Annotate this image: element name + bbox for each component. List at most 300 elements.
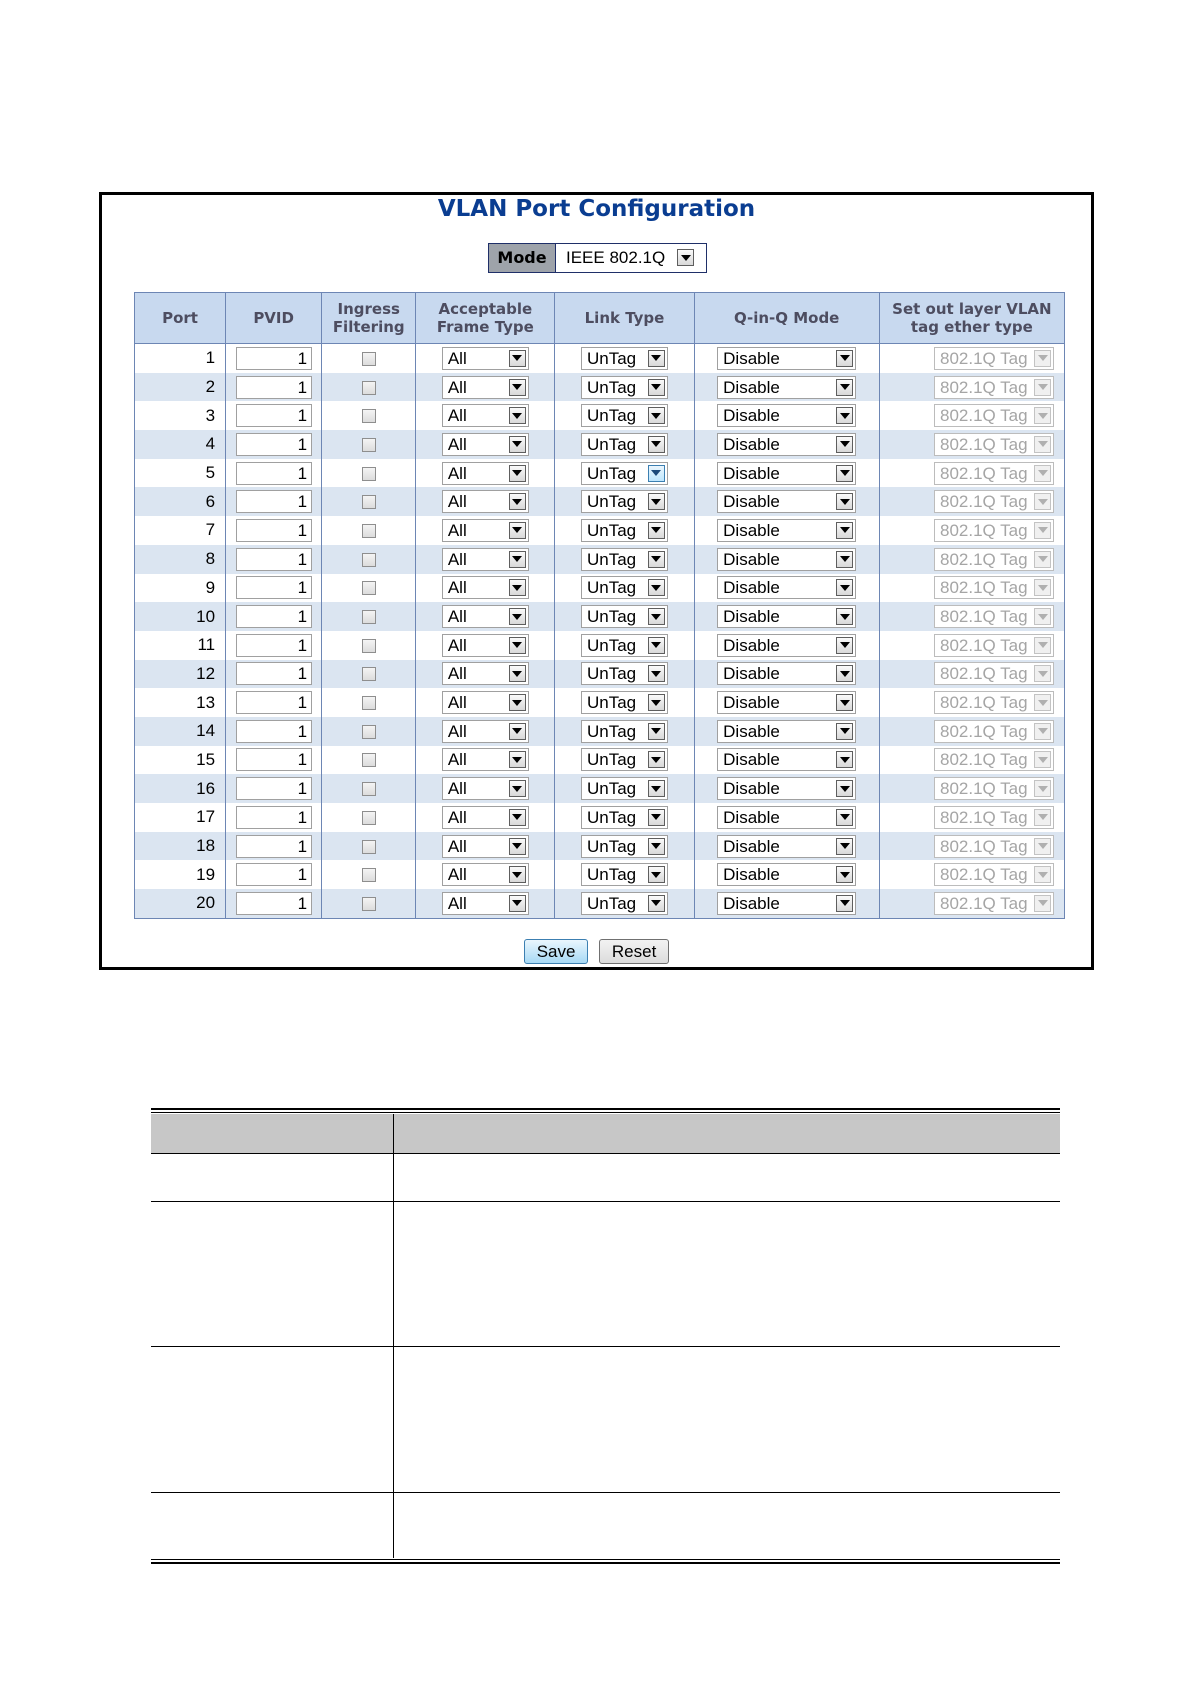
chevron-down-icon[interactable] (648, 751, 665, 768)
link-type-select[interactable] (581, 548, 668, 571)
chevron-down-icon[interactable] (836, 895, 853, 912)
link-type-select[interactable] (581, 376, 668, 399)
frame-type-select[interactable] (442, 777, 529, 800)
port-cell: 3 (135, 401, 226, 430)
chevron-down-icon[interactable] (648, 379, 665, 396)
qinq-mode-select[interactable] (717, 462, 856, 485)
chevron-down-icon[interactable] (648, 350, 665, 367)
qinq-mode-select[interactable] (717, 576, 856, 599)
tag-ether-type-value: 802.1Q Tag (940, 779, 1028, 799)
frame-type-select[interactable] (442, 605, 529, 628)
ingress-cell (322, 344, 416, 373)
frame-type-select[interactable] (442, 347, 529, 370)
tag-ether-type-value: 802.1Q Tag (940, 664, 1028, 684)
qinq-mode-select[interactable] (717, 806, 856, 829)
qinq-mode-select[interactable] (717, 605, 856, 628)
chevron-down-icon[interactable] (648, 723, 665, 740)
frame-type-select[interactable] (442, 490, 529, 513)
chevron-down-icon[interactable] (836, 551, 853, 568)
pvid-input[interactable]: 1 (236, 806, 312, 829)
tag-ether-type-value: 802.1Q Tag (940, 377, 1028, 397)
col-link-type: Link Type (555, 293, 694, 344)
pvid-input[interactable]: 1 (236, 892, 312, 915)
link-type-value: UnTag (586, 549, 637, 569)
frame-type-value: All (447, 750, 467, 770)
chevron-down-icon[interactable] (836, 522, 853, 539)
port-cell: 13 (135, 688, 226, 717)
chevron-down-icon[interactable] (648, 637, 665, 654)
chevron-down-icon[interactable] (509, 809, 526, 826)
pvid-input[interactable]: 1 (236, 347, 312, 370)
chevron-down-icon[interactable] (648, 838, 665, 855)
frame-type-select[interactable] (442, 634, 529, 657)
chevron-down-icon[interactable] (836, 780, 853, 797)
qinq-mode-select[interactable] (717, 347, 856, 370)
frame-cell (416, 889, 555, 918)
ingress-filtering-checkbox[interactable] (362, 553, 376, 567)
qinq-mode-select[interactable] (717, 433, 856, 456)
table-row (135, 717, 1065, 746)
table-row (135, 832, 1065, 861)
frame-type-value: All (447, 807, 467, 827)
tag-ether-type-select (934, 720, 1054, 743)
chevron-down-icon[interactable] (648, 665, 665, 682)
chevron-down-icon[interactable] (509, 579, 526, 596)
top-rule-thin (151, 1112, 1060, 1113)
mode-select[interactable] (556, 244, 706, 272)
pvid-input[interactable]: 1 (236, 634, 312, 657)
ingress-filtering-checkbox[interactable] (362, 381, 376, 395)
link-type-value: UnTag (586, 520, 637, 540)
pvid-cell (226, 688, 322, 717)
ingress-filtering-checkbox[interactable] (362, 753, 376, 767)
frame-type-value: All (447, 520, 467, 540)
link-type-select[interactable] (581, 404, 668, 427)
ingress-filtering-checkbox[interactable] (362, 667, 376, 681)
link-cell (555, 401, 694, 430)
pvid-input[interactable]: 1 (236, 863, 312, 886)
tag-ether-type-value: 802.1Q Tag (940, 836, 1028, 856)
pvid-cell (226, 373, 322, 402)
frame-type-select[interactable] (442, 892, 529, 915)
link-type-value: UnTag (586, 836, 637, 856)
qinq-mode-value: Disable (723, 750, 780, 770)
frame-cell (416, 516, 555, 545)
pvid-cell (226, 545, 322, 574)
qinq-cell (694, 344, 879, 373)
qinq-mode-value: Disable (723, 807, 780, 827)
chevron-down-icon[interactable] (836, 838, 853, 855)
chevron-down-icon[interactable] (836, 723, 853, 740)
qinq-mode-value: Disable (723, 721, 780, 741)
ingress-filtering-checkbox[interactable] (362, 409, 376, 423)
col-pvid: PVID (226, 293, 322, 344)
tag-cell (879, 660, 1064, 689)
frame-type-select[interactable] (442, 376, 529, 399)
ingress-filtering-checkbox[interactable] (362, 840, 376, 854)
tag-ether-type-select (934, 892, 1054, 915)
chevron-down-icon[interactable] (509, 637, 526, 654)
tag-cell (879, 889, 1064, 918)
chevron-down-icon[interactable] (509, 665, 526, 682)
pvid-cell (226, 401, 322, 430)
tag-ether-type-value: 802.1Q Tag (940, 406, 1028, 426)
port-cell: 18 (135, 832, 226, 861)
chevron-down-icon[interactable] (648, 895, 665, 912)
pvid-cell (226, 660, 322, 689)
pvid-input[interactable]: 1 (236, 376, 312, 399)
link-type-select[interactable] (581, 576, 668, 599)
pvid-input[interactable]: 1 (236, 835, 312, 858)
link-type-value: UnTag (586, 865, 637, 885)
tag-ether-type-select (934, 347, 1054, 370)
ingress-filtering-checkbox[interactable] (362, 696, 376, 710)
chevron-down-icon[interactable] (836, 809, 853, 826)
pvid-input[interactable]: 1 (236, 605, 312, 628)
chevron-down-icon[interactable] (836, 694, 853, 711)
chevron-down-icon (1034, 493, 1051, 510)
table-row (135, 344, 1065, 373)
link-type-select[interactable] (581, 691, 668, 714)
chevron-down-icon[interactable] (509, 465, 526, 482)
qinq-mode-select[interactable] (717, 777, 856, 800)
chevron-down-icon[interactable] (509, 751, 526, 768)
qinq-mode-select[interactable] (717, 892, 856, 915)
link-type-select[interactable] (581, 347, 668, 370)
qinq-mode-select[interactable] (717, 720, 856, 743)
chevron-down-icon[interactable] (509, 522, 526, 539)
frame-type-select[interactable] (442, 433, 529, 456)
qinq-mode-select[interactable] (717, 662, 856, 685)
frame-type-select[interactable] (442, 662, 529, 685)
save-button[interactable]: Save (524, 939, 589, 964)
qinq-mode-select[interactable] (717, 748, 856, 771)
ingress-cell (322, 774, 416, 803)
link-type-select[interactable] (581, 863, 668, 886)
frame-type-value: All (447, 721, 467, 741)
qinq-cell (694, 602, 879, 631)
link-type-select[interactable] (581, 605, 668, 628)
chevron-down-icon (1034, 895, 1051, 912)
ingress-filtering-checkbox[interactable] (362, 639, 376, 653)
ingress-filtering-checkbox[interactable] (362, 524, 376, 538)
tag-cell (879, 860, 1064, 889)
link-type-select[interactable] (581, 490, 668, 513)
chevron-down-icon[interactable] (509, 895, 526, 912)
qinq-mode-value: Disable (723, 434, 780, 454)
chevron-down-icon[interactable] (836, 379, 853, 396)
port-cell: 6 (135, 487, 226, 516)
ingress-filtering-checkbox[interactable] (362, 897, 376, 911)
ingress-cell (322, 430, 416, 459)
ingress-filtering-checkbox[interactable] (362, 352, 376, 366)
chevron-down-icon[interactable] (509, 694, 526, 711)
link-type-select[interactable] (581, 748, 668, 771)
ingress-cell (322, 574, 416, 603)
link-type-select[interactable] (581, 462, 668, 485)
ingress-filtering-checkbox[interactable] (362, 725, 376, 739)
top-rule (151, 1108, 1060, 1110)
chevron-down-icon[interactable] (509, 608, 526, 625)
link-type-value: UnTag (586, 635, 637, 655)
qinq-cell (694, 688, 879, 717)
qinq-mode-select[interactable] (717, 863, 856, 886)
qinq-cell (694, 889, 879, 918)
frame-type-select[interactable] (442, 404, 529, 427)
port-cell: 11 (135, 631, 226, 660)
tag-cell (879, 803, 1064, 832)
pvid-cell (226, 430, 322, 459)
qinq-cell (694, 660, 879, 689)
pvid-input[interactable]: 1 (236, 490, 312, 513)
chevron-down-icon[interactable] (648, 694, 665, 711)
chevron-down-icon[interactable] (836, 350, 853, 367)
frame-type-select[interactable] (442, 548, 529, 571)
tag-cell (879, 545, 1064, 574)
pvid-input[interactable]: 1 (236, 691, 312, 714)
frame-type-value: All (447, 348, 467, 368)
frame-type-value: All (447, 693, 467, 713)
frame-type-select[interactable] (442, 576, 529, 599)
frame-type-select[interactable] (442, 806, 529, 829)
chevron-down-icon[interactable] (648, 780, 665, 797)
frame-type-select[interactable] (442, 462, 529, 485)
row-divider (151, 1492, 1060, 1493)
tag-cell (879, 401, 1064, 430)
tag-ether-type-select (934, 662, 1054, 685)
tag-ether-type-value: 802.1Q Tag (940, 893, 1028, 913)
pvid-cell (226, 803, 322, 832)
link-type-value: UnTag (586, 750, 637, 770)
qinq-cell (694, 746, 879, 775)
link-cell (555, 574, 694, 603)
chevron-down-icon (1034, 522, 1051, 539)
chevron-down-icon (1034, 608, 1051, 625)
tag-cell (879, 430, 1064, 459)
tag-ether-type-select (934, 376, 1054, 399)
chevron-down-icon[interactable] (648, 436, 665, 453)
chevron-down-icon[interactable] (836, 637, 853, 654)
chevron-down-icon (1034, 465, 1051, 482)
chevron-down-icon[interactable] (836, 665, 853, 682)
ingress-filtering-checkbox[interactable] (362, 495, 376, 509)
frame-type-select[interactable] (442, 748, 529, 771)
chevron-down-icon (1034, 780, 1051, 797)
chevron-down-icon[interactable] (509, 780, 526, 797)
pvid-cell (226, 602, 322, 631)
chevron-down-icon[interactable] (648, 407, 665, 424)
row-divider (151, 1153, 1060, 1154)
chevron-down-icon[interactable] (509, 866, 526, 883)
qinq-mode-select[interactable] (717, 835, 856, 858)
table-row (135, 602, 1065, 631)
link-cell (555, 373, 694, 402)
ingress-filtering-checkbox[interactable] (362, 610, 376, 624)
link-type-select[interactable] (581, 777, 668, 800)
link-type-value: UnTag (586, 664, 637, 684)
chevron-down-icon[interactable] (648, 551, 665, 568)
port-cell: 8 (135, 545, 226, 574)
chevron-down-icon[interactable] (509, 407, 526, 424)
chevron-down-icon[interactable] (509, 436, 526, 453)
tag-cell (879, 459, 1064, 488)
frame-cell (416, 430, 555, 459)
tag-ether-type-value: 802.1Q Tag (940, 721, 1028, 741)
frame-cell (416, 344, 555, 373)
frame-type-select[interactable] (442, 691, 529, 714)
pvid-input[interactable]: 1 (236, 548, 312, 571)
link-type-value: UnTag (586, 463, 637, 483)
ingress-filtering-checkbox[interactable] (362, 782, 376, 796)
qinq-mode-value: Disable (723, 635, 780, 655)
pvid-cell (226, 459, 322, 488)
pvid-input[interactable]: 1 (236, 433, 312, 456)
chevron-down-icon[interactable] (509, 379, 526, 396)
frame-type-value: All (447, 549, 467, 569)
chevron-down-icon[interactable] (836, 751, 853, 768)
pvid-cell (226, 487, 322, 516)
qinq-cell (694, 545, 879, 574)
pvid-input[interactable]: 1 (236, 519, 312, 542)
qinq-mode-select[interactable] (717, 376, 856, 399)
chevron-down-icon[interactable] (836, 465, 853, 482)
chevron-down-icon[interactable] (509, 838, 526, 855)
qinq-mode-select[interactable] (717, 519, 856, 542)
pvid-input[interactable]: 1 (236, 720, 312, 743)
qinq-mode-select[interactable] (717, 404, 856, 427)
qinq-cell (694, 803, 879, 832)
reset-button[interactable]: Reset (599, 939, 669, 964)
link-type-value: UnTag (586, 348, 637, 368)
frame-cell (416, 631, 555, 660)
ingress-cell (322, 860, 416, 889)
ingress-cell (322, 602, 416, 631)
tag-ether-type-value: 802.1Q Tag (940, 463, 1028, 483)
chevron-down-icon[interactable] (836, 866, 853, 883)
link-type-select[interactable] (581, 662, 668, 685)
ingress-cell (322, 832, 416, 861)
chevron-down-icon[interactable] (836, 436, 853, 453)
qinq-mode-value: Disable (723, 520, 780, 540)
pvid-input[interactable]: 1 (236, 777, 312, 800)
link-type-select[interactable] (581, 634, 668, 657)
link-type-select[interactable] (581, 720, 668, 743)
pvid-cell (226, 344, 322, 373)
chevron-down-icon[interactable] (836, 493, 853, 510)
link-cell (555, 660, 694, 689)
ingress-filtering-checkbox[interactable] (362, 868, 376, 882)
link-cell (555, 545, 694, 574)
page-title: VLAN Port Configuration (437, 196, 756, 222)
table-row (135, 631, 1065, 660)
tag-cell (879, 717, 1064, 746)
chevron-down-icon (1034, 579, 1051, 596)
chevron-down-icon[interactable] (648, 809, 665, 826)
link-cell (555, 344, 694, 373)
link-type-select[interactable] (581, 519, 668, 542)
vlan-port-table (134, 292, 1065, 919)
link-type-select[interactable] (581, 892, 668, 915)
table-row (135, 574, 1065, 603)
frame-type-select[interactable] (442, 863, 529, 886)
pvid-cell (226, 860, 322, 889)
tag-cell (879, 602, 1064, 631)
frame-type-select[interactable] (442, 720, 529, 743)
chevron-down-icon[interactable] (836, 407, 853, 424)
tag-cell (879, 487, 1064, 516)
tag-ether-type-value: 802.1Q Tag (940, 750, 1028, 770)
frame-cell (416, 602, 555, 631)
qinq-mode-select[interactable] (717, 490, 856, 513)
chevron-down-icon[interactable] (509, 350, 526, 367)
link-type-select[interactable] (581, 806, 668, 829)
mode-row (488, 243, 707, 273)
frame-type-value: All (447, 607, 467, 627)
link-type-select[interactable] (581, 835, 668, 858)
tag-ether-type-value: 802.1Q Tag (940, 607, 1028, 627)
frame-cell (416, 373, 555, 402)
frame-type-value: All (447, 664, 467, 684)
frame-type-select[interactable] (442, 519, 529, 542)
chevron-down-icon[interactable] (648, 522, 665, 539)
tag-ether-type-select (934, 835, 1054, 858)
chevron-down-icon[interactable] (836, 579, 853, 596)
link-cell (555, 860, 694, 889)
ingress-filtering-checkbox[interactable] (362, 467, 376, 481)
ingress-filtering-checkbox[interactable] (362, 581, 376, 595)
ingress-cell (322, 459, 416, 488)
bottom-rule (151, 1562, 1060, 1564)
pvid-input[interactable]: 1 (236, 748, 312, 771)
tag-ether-type-select (934, 404, 1054, 427)
link-cell (555, 631, 694, 660)
qinq-mode-select[interactable] (717, 691, 856, 714)
port-cell: 4 (135, 430, 226, 459)
chevron-down-icon[interactable] (648, 866, 665, 883)
link-type-select[interactable] (581, 433, 668, 456)
chevron-down-icon[interactable] (648, 493, 665, 510)
col-port: Port (135, 293, 226, 344)
chevron-down-icon[interactable] (648, 579, 665, 596)
pvid-input[interactable]: 1 (236, 576, 312, 599)
frame-type-select[interactable] (442, 835, 529, 858)
ingress-filtering-checkbox[interactable] (362, 811, 376, 825)
chevron-down-icon[interactable] (648, 465, 665, 482)
chevron-down-icon[interactable] (677, 249, 694, 266)
frame-type-value: All (447, 377, 467, 397)
pvid-cell (226, 746, 322, 775)
frame-cell (416, 459, 555, 488)
qinq-mode-select[interactable] (717, 634, 856, 657)
chevron-down-icon[interactable] (836, 608, 853, 625)
ingress-filtering-checkbox[interactable] (362, 438, 376, 452)
chevron-down-icon[interactable] (648, 608, 665, 625)
chevron-down-icon[interactable] (509, 551, 526, 568)
chevron-down-icon[interactable] (509, 493, 526, 510)
pvid-input[interactable]: 1 (236, 462, 312, 485)
tag-ether-type-value: 802.1Q Tag (940, 348, 1028, 368)
tag-ether-type-select (934, 462, 1054, 485)
pvid-input[interactable]: 1 (236, 404, 312, 427)
pvid-input[interactable]: 1 (236, 662, 312, 685)
port-cell: 1 (135, 344, 226, 373)
tag-cell (879, 832, 1064, 861)
chevron-down-icon[interactable] (509, 723, 526, 740)
qinq-mode-select[interactable] (717, 548, 856, 571)
qinq-cell (694, 516, 879, 545)
frame-cell (416, 688, 555, 717)
frame-cell (416, 746, 555, 775)
